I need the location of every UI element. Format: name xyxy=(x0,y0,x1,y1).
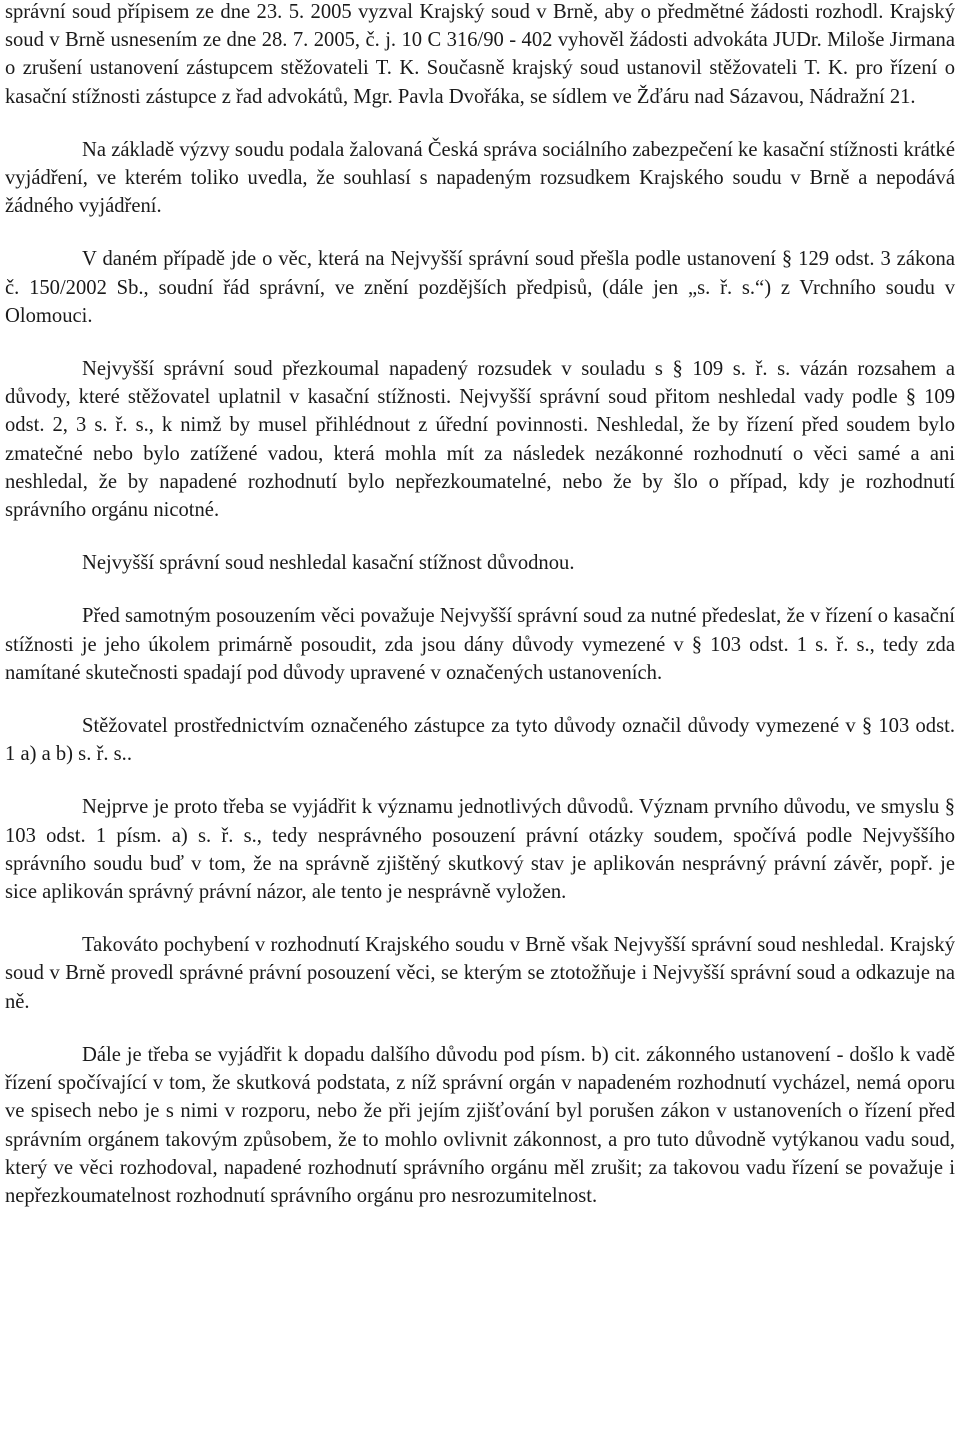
paragraph-conclusion: Nejvyšší správní soud neshledal kasační stížnost důvodnou. xyxy=(82,552,575,575)
paragraph-review: Nejvyšší správní soud přezkoumal napadený rozsudek v souladu s § 109 s. ř. s. vázán rozsahem a důvody, které stěžovatel uplatnil v kasační stížnosti. Nejvyšší správní soud přitom neshledal vady podle § 109 odst. 2, 3 s. ř. s., k nimž by musel přihlédnout z úřední povinnosti. Neshledal, že by řízení před soudem bylo zmatečné nebo bylo zatížené vadou, která mohla mít za následek nezákonné rozhodnutí o věci samé a ani neshledal, že by napadené rozhodnutí bylo nepřezkoumatelné, nebo že by šlo o případ, kdy je rozhodnutí správního orgánu nicotné. xyxy=(5,358,955,522)
paragraph-no-error: Takováto pochybení v rozhodnutí Krajského soudu v Brně však Nejvyšší správní soud neshledal. Krajský soud v Brně provedl správné právní posouzení věci, se kterým se ztotožňuje i Nejvyšší správní soud a odkazuje na ně. xyxy=(5,934,955,1013)
paragraph-jurisdiction: V daném případě jde o věc, která na Nejvyšší správní soud přešla podle ustanovení § 129 odst. 3 zákona č. 150/2002 Sb., soudní řád správní, ve znění pozdějších předpisů, (dále jen „s. ř. s.“) z Vrchního soudu v Olomouci. xyxy=(5,248,955,327)
paragraph-preliminary: Před samotným posouzením věci považuje Nejvyšší správní soud za nutné předeslat, že v řízení o kasační stížnosti je jeho úkolem primárně posoudit, zda jsou dány důvody vymezené v § 103 odst. 1 s. ř. s., tedy zda namítané skutečnosti spadají pod důvody upravené v označených ustanoveních. xyxy=(5,605,955,684)
paragraph-grounds: Stěžovatel prostřednictvím označeného zástupce za tyto důvody označil důvody vymezené v § 103 odst. 1 a) a b) s. ř. s.. xyxy=(5,715,955,766)
document-page xyxy=(5,0,955,1235)
paragraph-second-ground: Dále je třeba se vyjádřit k dopadu dalšího důvodu pod písm. b) cit. zákonného ustanovení - došlo k vadě řízení spočívající v tom, že skutková podstata, z níž správní orgán v napadeném rozhodnutí vycházel, nemá oporu ve spisech nebo je s nimi v rozporu, nebo že při jejím zjišťování byl porušen zákon v ustanoveních o řízení před správním orgánem takovým způsobem, že to mohlo ovlivnit zákonnost, a pro tuto důvodně vytýkanou vadu soud, který ve věci rozhodoval, napadené rozhodnutí správního orgánu měl zrušit; za takovou vadu řízení se považuje i nepřezkoumatelnost rozhodnutí správního orgánu pro nesrozumitelnost. xyxy=(5,1043,955,1207)
paragraph-response: Na základě výzvy soudu podala žalovaná Česká správa sociálního zabezpečení ke kasační stížnosti krátké vyjádření, ve kterém toliko uvedla, že souhlasí s napadeným rozsudkem Krajského soudu v Brně a nepodává žádného vyjádření. xyxy=(5,138,955,218)
paragraph-first-ground: Nejprve je proto třeba se vyjádřit k významu jednotlivých důvodů. Význam prvního důvodu, ve smyslu § 103 odst. 1 písm. a) s. ř. s., tedy nesprávného posouzení právní otázky soudem, spočívá podle Nejvyššího správního soudu buď v tom, že na správně zjištěný skutkový stav je aplikován nesprávný právní závěr, popř. je sice aplikován správný právní názor, ale tento je nesprávně vyložen. xyxy=(5,796,955,904)
paragraph-continuation: správní soud přípisem ze dne 23. 5. 2005 vyzval Krajský soud v Brně, aby o předmětné žádosti rozhodl. Krajský soud v Brně usnesením ze dne 28. 7. 2005, č. j. 10 C 316/90 - 402 vyhověl žádosti advokáta JUDr. Miloše Jirmana o zrušení ustanovení zástupcem stěžovateli T. K. Současně krajský soud ustanovil stěžovateli T. K. pro řízení o kasační stížnosti zástupce z řad advokátů, Mgr. Pavla Dvořáka, se sídlem ve Žďáru nad Sázavou, Nádražní 21. xyxy=(5,1,955,108)
